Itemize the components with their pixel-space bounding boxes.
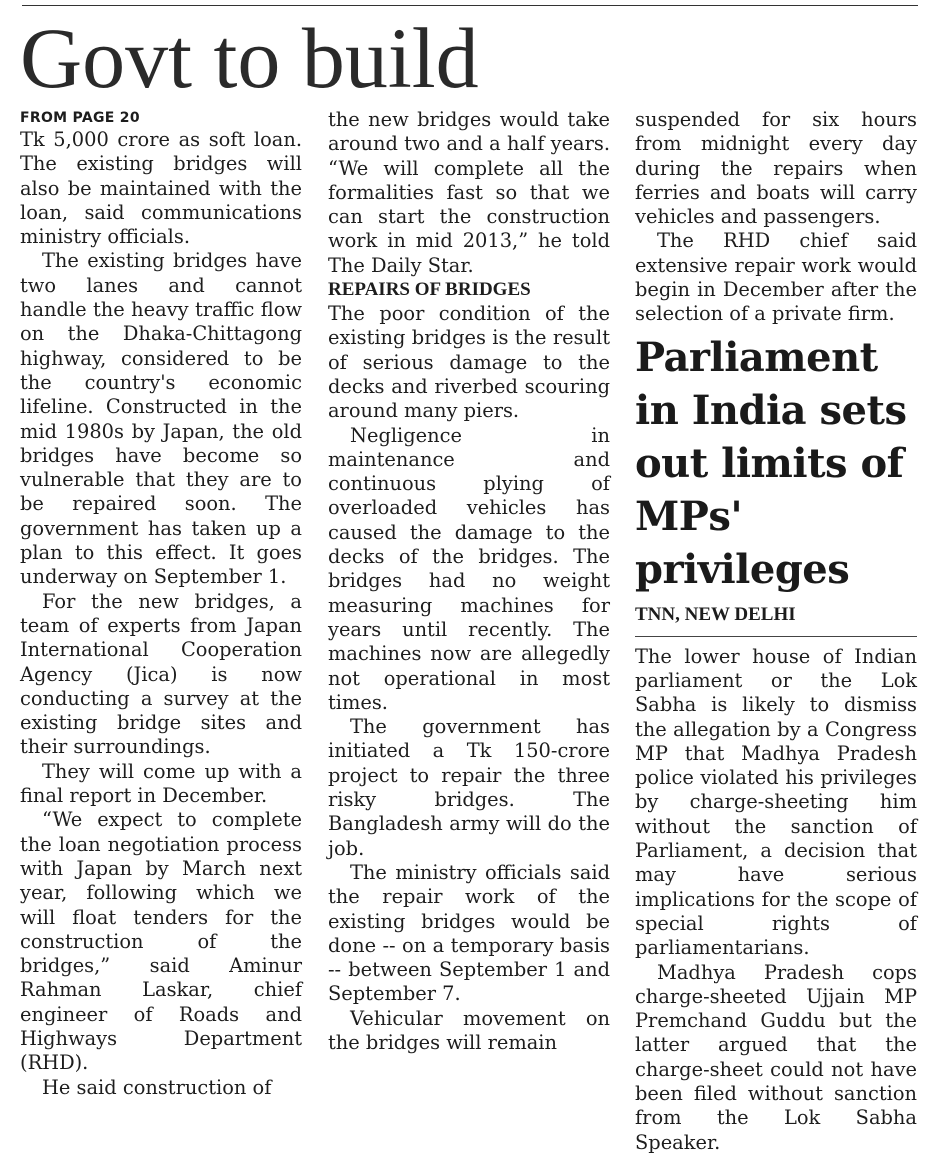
divider [635,636,917,637]
kicker: FROM PAGE 20 [20,110,140,126]
paragraph: The existing bridges have two lanes and cannot handle the heavy traffic flow on the Dhaka-Chittagong highway, considered to be the country's economic lifeline. Constructed in the mid 1980s by Japan, the old bridges have become so vulnerable that they are to be repaired soon. The government has taken up a plan to this effect. It goes underway on September 1. [20,249,302,589]
paragraph: the new bridges would take around two and a half years. “We will complete all the formalities fast so that we can start the construction work in mid 2013,” he told The Daily Star. [328,108,610,277]
paragraph: suspended for six hours from midnight every day during the repairs when ferries and boats will carry vehicles and passengers. [635,108,917,229]
paragraph: For the new bridges, a team of experts from Japan International Cooperation Agency (Jica) is now conducting a survey at the existing bridge sites and their surroundings. [20,589,302,759]
column-3 [635,108,917,1154]
dateline: TNN, NEW DELHI [635,603,796,625]
paragraph: Madhya Pradesh cops charge-sheeted Ujjain MP Premchand Guddu but the latter argued that the charge-sheet could not have been filed without sanction from the Lok Sabha Speaker. [635,960,917,1154]
paragraph: He said construction of [42,1075,272,1099]
paragraph: Tk 5,000 crore as soft loan. The existing bridges will also be maintained with the loan, said communications ministry officials. [20,128,302,249]
story1-headline: Govt to build [20,10,479,106]
paragraph: The ministry officials said the repair work of the existing bridges would be done -- on a temporary basis -- between September 1 and September 7. [328,860,610,1006]
subhead: REPAIRS OF BRIDGES [328,279,531,301]
paragraph: They will come up with a final report in December. [20,759,302,808]
paragraph: The RHD chief said extensive repair work would begin in December after the selection of a private firm. [635,229,917,326]
top-rule [22,5,918,6]
paragraph: The lower house of Indian parliament or the Lok Sabha is likely to dismiss the allegation by a Congress MP that Madhya Pradesh police violated his privileges by charge-sheeting him without the sanction of Parliament, a decision that may have serious implications for the scope of special rights of parliamentarians. [635,644,917,960]
column-1 [20,108,302,1099]
paragraph: Vehicular movement on the bridges will remain [328,1006,610,1054]
paragraph: Negligence in maintenance and continuous plying of overloaded vehicles has caused the damage to the decks of the bridges. The bridges had no weight measuring machines for years until recently. The machines now are allegedly not operational in most times. [328,423,610,714]
column-2 [328,108,610,1073]
paragraph: The government has initiated a Tk 150-crore project to repair the three risky bridges. The Bangladesh army will do the job. [328,715,610,860]
story2-headline: Parliament in India sets out limits of MPs' privileges [635,333,907,593]
paragraph: “We expect to complete the loan negotiation process with Japan by March next year, following which we will float tenders for the construction of the bridges,” said Aminur Rahman Laskar, chief engineer of Roads and Highways Department (RHD). [20,808,302,1075]
paragraph: The poor condition of the existing bridges is the result of serious damage to the decks and riverbed scouring around many piers. [328,302,610,423]
